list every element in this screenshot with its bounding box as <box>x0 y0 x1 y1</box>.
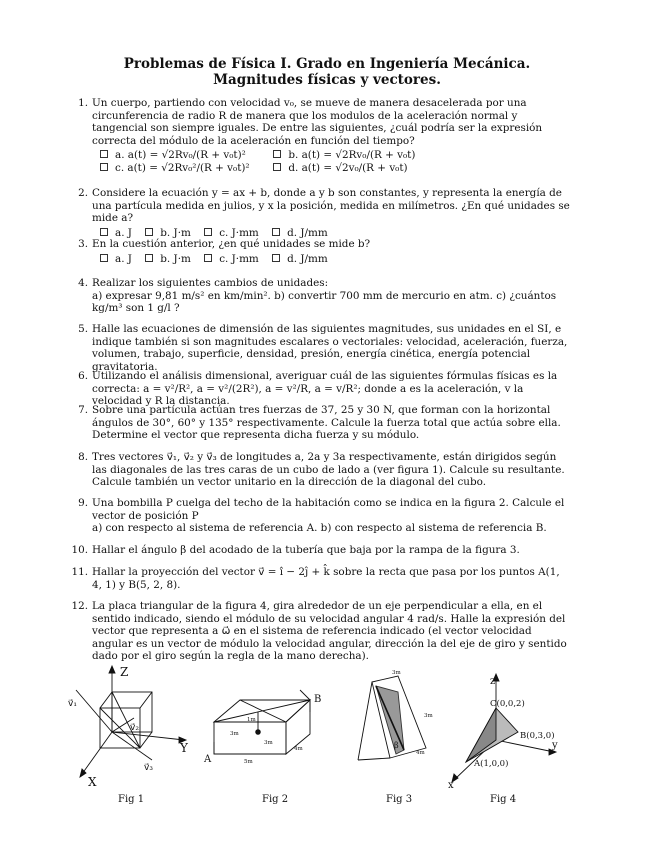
face-diagonal <box>112 692 140 748</box>
option-checkbox[interactable] <box>204 254 212 262</box>
question-10 <box>71 544 570 557</box>
x-axis-label: X <box>88 775 97 789</box>
option-label: d. a(t) = √2v₀/(R + v₀t) <box>288 161 408 174</box>
ramp-edge <box>358 682 372 760</box>
question-2 <box>78 187 570 239</box>
title-line-2: Magnitudes físicas y vectores. <box>213 72 441 88</box>
point-a-label: A(1,0,0) <box>474 759 509 769</box>
question-text: Una bombilla P cuelga del techo de la habitación como se indica en la figura 2. Calcule el vector de posición P <box>92 497 565 522</box>
room-front-face <box>214 722 286 754</box>
y-axis-label: y <box>552 740 558 751</box>
question-text: Utilizando el análisis dimensional, averiguar cuál de las siguientes fórmulas físicas es la correcta: a = v²/R², a = v²/(2R²), a = v²/R, a = v/R²; donde a es la aceleración, v la velocidad y R la distancia. <box>92 370 558 408</box>
z-axis-label: Z <box>120 665 129 679</box>
option-label: c. J·mm <box>219 226 259 239</box>
question-number: 7. <box>78 404 88 416</box>
option-label: a. J <box>115 226 132 239</box>
dim-5m: 5m <box>244 759 253 765</box>
option-label: a. a(t) = √2Rv₀/(R + v₀t)² <box>115 149 246 162</box>
option-label: b. a(t) = √2Rv₀/(R + v₀t) <box>288 149 416 162</box>
option-checkbox[interactable] <box>145 228 153 236</box>
option-checkbox[interactable] <box>273 163 281 171</box>
question-text: Un cuerpo, partiendo con velocidad v₀, se mueve de manera desacelerada por una circunferencia de radio R de manera que los modulos de la aceleración normal y tangencial son siempre iguales. De entre las siguientes, ¿cuál podría ser la expresión correcta del módulo de la aceleración en función del tiempo? <box>92 97 543 147</box>
point-b-label: B(0,3,0) <box>520 731 555 741</box>
question-5 <box>78 323 570 373</box>
dim-4m: 4m <box>294 746 303 752</box>
question-number: 9. <box>78 497 88 509</box>
question-text: La placa triangular de la figura 4, gira alrededor de un eje perpendicular a ella, en el sentido indicado, siendo el módulo de su velocidad angular 4 rad/s. Halle la expresión del vector que representa a ω⃗ en el sistema de referencia indicado (el vector velocidad angular es un vector de módulo la velocidad angular, dirección la del eje de giro y sentido dado por el giro según la regla de la mano derecha). <box>92 600 567 663</box>
question-text: Hallar la proyección del vector v⃗ = î − 2ĵ + k̂ sobre la recta que pasa por los puntos A(1, 4, 1) y B(5, 2, 8). <box>92 566 560 591</box>
figure-2-room-diagram <box>200 662 330 772</box>
v3-label: v⃗₃ <box>144 763 153 773</box>
option-checkbox[interactable] <box>145 254 153 262</box>
question-9 <box>78 497 570 535</box>
dim-3m-b: 3m <box>264 740 273 746</box>
y-axis-label: Y <box>180 741 188 755</box>
question-7 <box>78 404 570 442</box>
question-text: Tres vectores v⃗₁, v⃗₂ y v⃗₃ de longitudes a, 2a y 3a respectivamente, están dirigidos según las diagonales de las tres caras de un cubo de lado a (ver figura 1). Calcule su resultante. Calcule también un vector unitario en la dirección de la diagonal del cubo. <box>92 451 565 489</box>
y-axis <box>112 732 184 740</box>
z-axis-label: z <box>490 676 496 687</box>
question-number: 10. <box>71 544 88 556</box>
question-number: 8. <box>78 451 88 463</box>
bulb-point <box>256 730 261 735</box>
question-text: Hallar el ángulo β del acodado de la tubería que baja por la rampa de la figura 3. <box>92 544 520 556</box>
question-11 <box>71 566 570 591</box>
question-8 <box>78 451 570 489</box>
y-axis <box>496 740 554 752</box>
axis-b <box>300 690 310 700</box>
figure-2-caption: Fig 2 <box>262 794 289 805</box>
question-number: 1. <box>78 97 88 109</box>
option-checkbox[interactable] <box>204 228 212 236</box>
x-axis-label: x <box>448 780 454 790</box>
dim-3m-a: 3m <box>230 731 239 737</box>
option-label: b. J·m <box>160 226 191 239</box>
question-number: 11. <box>71 566 88 578</box>
point-c-label: C(0,0,2) <box>490 699 525 709</box>
figure-3-caption: Fig 3 <box>386 794 413 805</box>
title-line-1: Problemas de Física I. Grado en Ingeniería Mecánica. <box>123 56 531 72</box>
vector-v1-line <box>76 690 112 732</box>
point-a-label: A <box>204 754 212 765</box>
question-subparts: a) expresar 9,81 m/s² en km/min². b) convertir 700 mm de mercurio en atm. c) ¿cuántos kg/m³ son 1 g/l ? <box>92 289 557 315</box>
question-number: 3. <box>78 238 88 250</box>
question-text: Halle las ecuaciones de dimensión de las siguientes magnitudes, sus unidades en el SI, e indique también si son magnitudes escalares o vectoriales: velocidad, aceleración, fuerza, volumen, trabajo, superficie, densidad, presión, energía cinética, energía potencial gravitatoria. <box>92 323 568 373</box>
question-1 <box>78 97 570 175</box>
option-label: d. J/mm <box>287 252 328 265</box>
option-checkbox[interactable] <box>273 150 281 158</box>
question-text: Sobre una partícula actúan tres fuerzas de 37, 25 y 30 N, que forman con la horizontal ángulos de 30°, 60° y 135° respectivamente. Calcule la fuerza total que actúa sobre ella. Determine el vector que representa dicha fuerza y su módulo. <box>92 404 561 442</box>
question-12 <box>71 600 570 663</box>
option-checkbox[interactable] <box>272 254 280 262</box>
question-text: Considere la ecuación y = ax + b, donde a y b son constantes, y representa la energía de una partícula medida en julios, y x la posición, medida en milímetros. ¿En qué unidades se mide a? <box>92 187 570 225</box>
option-checkbox[interactable] <box>100 163 108 171</box>
option-label: a. J <box>115 252 132 265</box>
v2-label: v⃗₂ <box>130 723 139 733</box>
question-number: 6. <box>78 370 88 382</box>
question-number: 4. <box>78 277 88 289</box>
option-checkbox[interactable] <box>100 228 108 236</box>
point-b-label: B <box>314 694 322 705</box>
figure-4-caption: Fig 4 <box>490 794 517 805</box>
dim-1m: 1m <box>247 717 256 723</box>
dim-3m-side: 3m <box>424 713 433 719</box>
figure-1-cube-diagram <box>60 662 200 790</box>
z-arrowhead <box>109 666 115 673</box>
option-checkbox[interactable] <box>100 150 108 158</box>
question-number: 5. <box>78 323 88 335</box>
question-4 <box>78 277 570 315</box>
question-subparts: a) con respecto al sistema de referencia A. b) con respecto al sistema de referencia B. <box>92 522 547 535</box>
option-label: c. a(t) = √2Rv₀²/(R + v₀t)² <box>115 161 250 174</box>
question-text: En la cuestión anterior, ¿en qué unidades se mide b? <box>92 238 371 250</box>
question-number: 12. <box>71 600 88 612</box>
option-label: d. J/mm <box>287 226 328 239</box>
question-6 <box>78 370 570 408</box>
question-text: Realizar los siguientes cambios de unidades: <box>92 277 329 289</box>
figure-1-caption: Fig 1 <box>118 794 145 805</box>
figure-3-ramp-diagram <box>350 662 435 772</box>
option-label: b. J·m <box>160 252 191 265</box>
option-checkbox[interactable] <box>100 254 108 262</box>
question-3 <box>78 238 570 265</box>
v1-label: v⃗₁ <box>68 699 77 709</box>
question-number: 2. <box>78 187 88 199</box>
dim-3m-top: 3m <box>392 670 401 676</box>
option-checkbox[interactable] <box>272 228 280 236</box>
beta-label: β <box>394 741 399 750</box>
dim-4m: 4m <box>416 750 425 756</box>
option-label: c. J·mm <box>219 252 259 265</box>
page-title <box>0 56 654 88</box>
figure-4-triangle-diagram <box>440 662 566 790</box>
x-axis <box>82 732 112 774</box>
